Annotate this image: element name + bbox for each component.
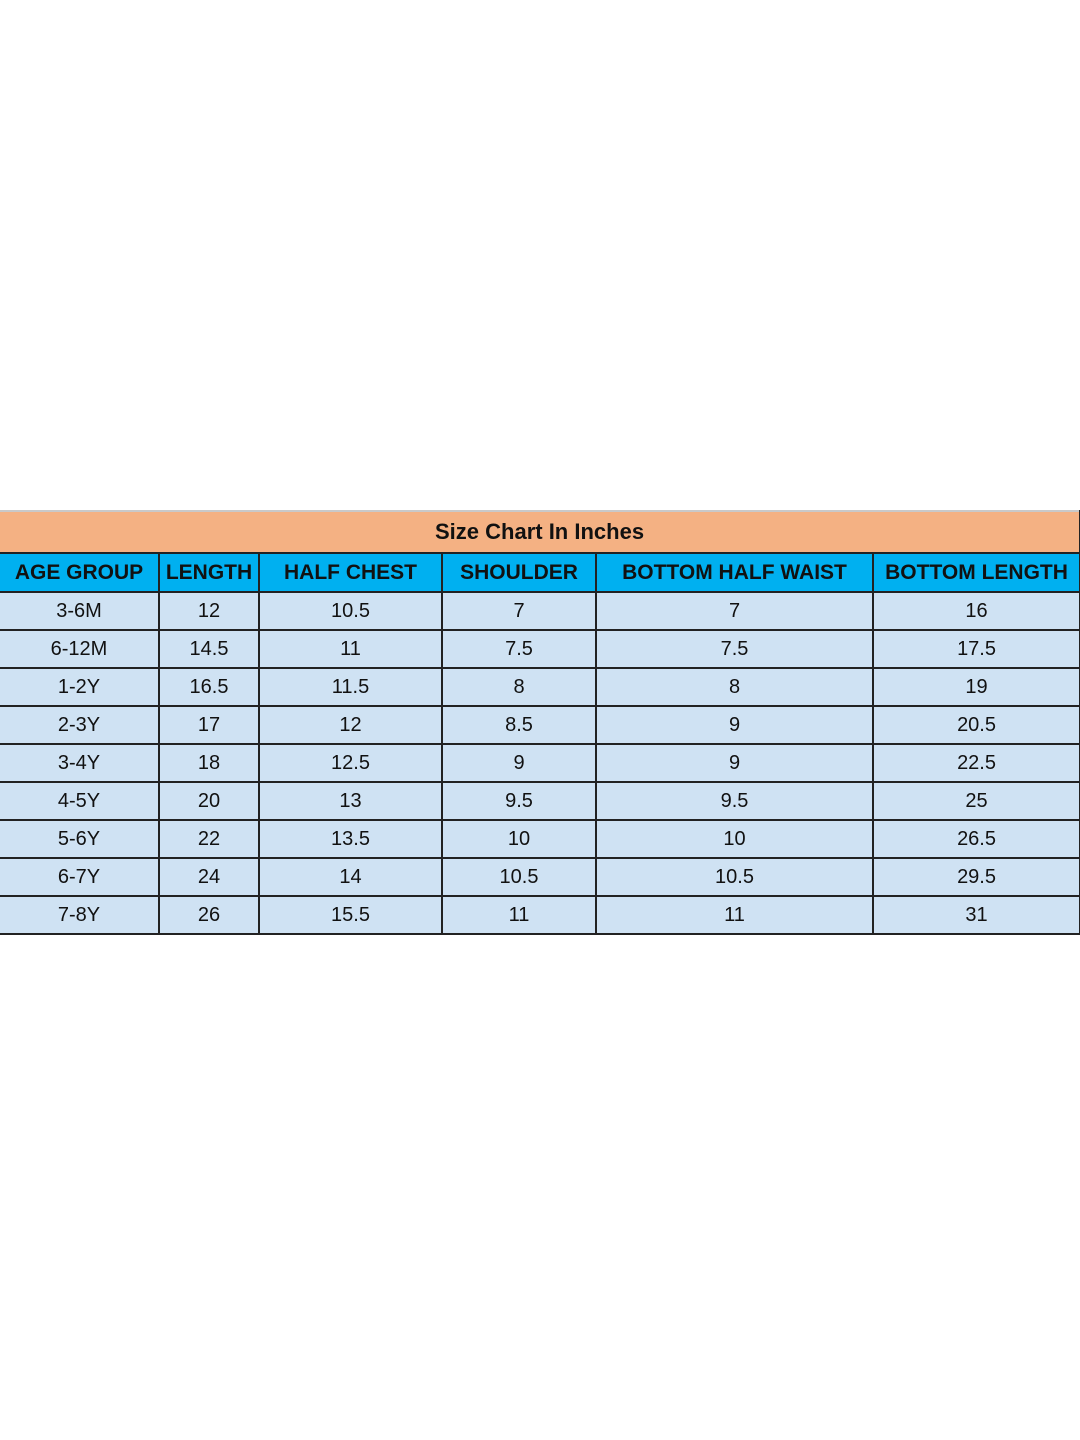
cell-bottom-length: 16 [873,592,1080,630]
cell-age-group: 6-12M [0,630,159,668]
cell-half-chest: 13 [259,782,442,820]
cell-age-group: 3-4Y [0,744,159,782]
cell-half-chest: 11.5 [259,668,442,706]
title-row [0,511,1080,553]
table-row [0,744,1080,782]
cell-length: 24 [159,858,259,896]
cell-bottom-length: 19 [873,668,1080,706]
cell-shoulder: 11 [442,896,596,934]
cell-half-chest: 12 [259,706,442,744]
cell-bottom-length: 17.5 [873,630,1080,668]
column-header-shoulder: SHOULDER [442,553,596,592]
cell-age-group: 5-6Y [0,820,159,858]
cell-shoulder: 7 [442,592,596,630]
cell-half-chest: 13.5 [259,820,442,858]
cell-bottom-half-waist: 7.5 [596,630,873,668]
header-row [0,553,1080,592]
cell-half-chest: 10.5 [259,592,442,630]
cell-half-chest: 14 [259,858,442,896]
size-chart-sheet [0,510,1080,935]
cell-length: 16.5 [159,668,259,706]
column-header-half-chest: HALF CHEST [259,553,442,592]
cell-bottom-half-waist: 11 [596,896,873,934]
column-header-bottom-half-waist: BOTTOM HALF WAIST [596,553,873,592]
column-header-age-group: AGE GROUP [0,553,159,592]
cell-bottom-half-waist: 9 [596,706,873,744]
cell-length: 22 [159,820,259,858]
cell-bottom-half-waist: 10 [596,820,873,858]
cell-half-chest: 11 [259,630,442,668]
cell-shoulder: 10.5 [442,858,596,896]
table-row [0,706,1080,744]
column-header-length: LENGTH [159,553,259,592]
cell-bottom-half-waist: 8 [596,668,873,706]
cell-bottom-length: 29.5 [873,858,1080,896]
cell-bottom-half-waist: 9 [596,744,873,782]
table-row [0,896,1080,934]
cell-length: 18 [159,744,259,782]
cell-shoulder: 8 [442,668,596,706]
cell-age-group: 6-7Y [0,858,159,896]
cell-length: 17 [159,706,259,744]
cell-bottom-length: 25 [873,782,1080,820]
cell-shoulder: 9 [442,744,596,782]
cell-bottom-length: 26.5 [873,820,1080,858]
table-title: Size Chart In Inches [0,511,1080,553]
cell-bottom-half-waist: 9.5 [596,782,873,820]
cell-bottom-length: 22.5 [873,744,1080,782]
cell-bottom-length: 20.5 [873,706,1080,744]
cell-shoulder: 8.5 [442,706,596,744]
cell-age-group: 7-8Y [0,896,159,934]
table-row [0,630,1080,668]
cell-length: 20 [159,782,259,820]
cell-bottom-half-waist: 10.5 [596,858,873,896]
table-row [0,592,1080,630]
table-row [0,668,1080,706]
cell-length: 26 [159,896,259,934]
cell-length: 12 [159,592,259,630]
table-row [0,820,1080,858]
cell-half-chest: 12.5 [259,744,442,782]
cell-age-group: 2-3Y [0,706,159,744]
table-row [0,782,1080,820]
column-header-bottom-length: BOTTOM LENGTH [873,553,1080,592]
size-chart-table [0,510,1080,935]
cell-shoulder: 9.5 [442,782,596,820]
cell-age-group: 1-2Y [0,668,159,706]
cell-age-group: 3-6M [0,592,159,630]
cell-bottom-half-waist: 7 [596,592,873,630]
cell-shoulder: 7.5 [442,630,596,668]
cell-age-group: 4-5Y [0,782,159,820]
table-row [0,858,1080,896]
cell-half-chest: 15.5 [259,896,442,934]
cell-shoulder: 10 [442,820,596,858]
cell-bottom-length: 31 [873,896,1080,934]
cell-length: 14.5 [159,630,259,668]
